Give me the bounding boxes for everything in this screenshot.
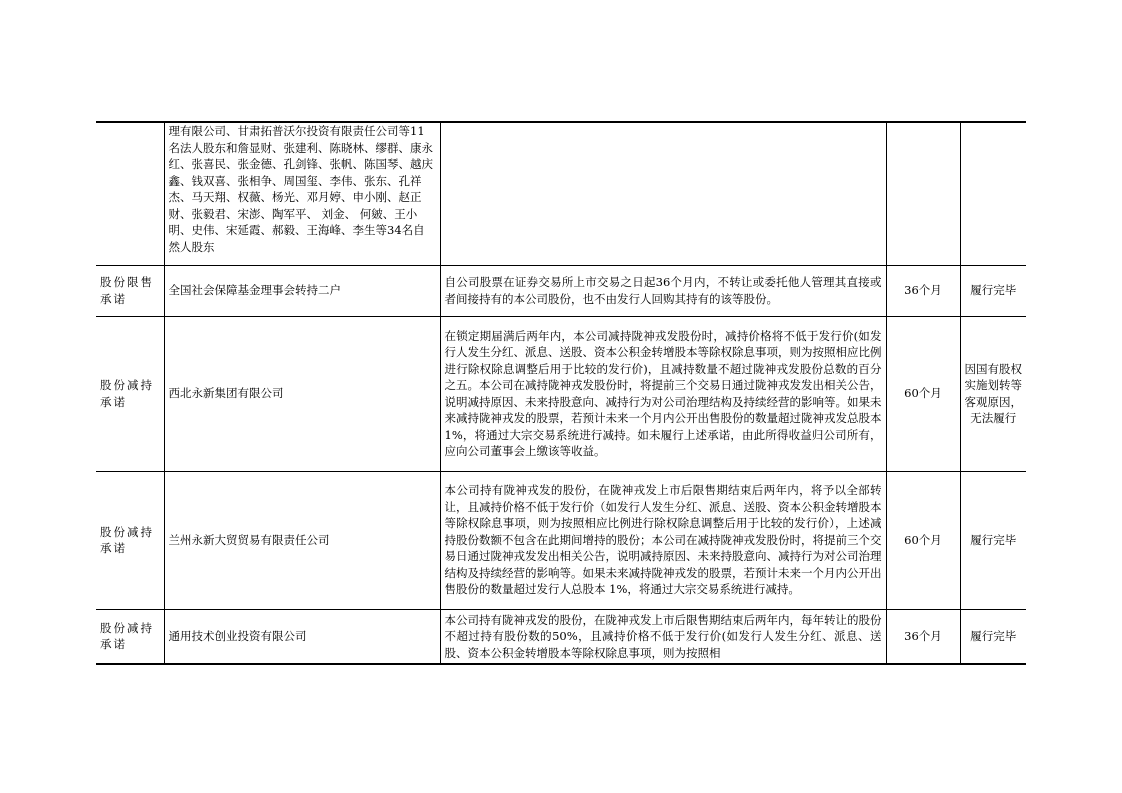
commitment-status-cell xyxy=(960,122,1026,265)
commitment-type-cell: 股份减持承诺 xyxy=(96,609,164,664)
table-row xyxy=(96,471,1026,609)
commitment-period-cell: 36个月 xyxy=(886,265,960,316)
commitment-party-cell: 理有限公司、甘肃拓普沃尔投资有限责任公司等11名法人股东和詹显财、张建利、陈晓林、缪群、康永红、张喜民、张金德、孔剑锋、张帆、陈国琴、越庆鑫、钱双喜、张相争、周国玺、李伟、张东、孔祥杰、马天翔、权薇、杨光、邓月婷、申小刚、赵正财、张毅君、宋澎、陶军平、 刘金、 何皴、王小明、史伟、宋延霞、郝毅、王海峰、李生等34名自然人股东 xyxy=(164,122,440,265)
table-row xyxy=(96,316,1026,471)
commitment-status-cell: 履行完毕 xyxy=(960,471,1026,609)
table-row xyxy=(96,122,1026,265)
commitment-content-cell: 本公司持有陇神戎发的股份，在陇神戎发上市后限售期结束后两年内，将予以全部转让，且减持价格不低于发行价（如发行人发生分红、派息、送股、资本公积金转增股本等除权除息事项，则为按照相应比例进行除权除息调整后用于比较的发行价），上述减持股份数额不包含在此期间增持的股份；本公司在减持陇神戎发股份时，将提前三个交易日通过陇神戎发发出相关公告，说明减持原因、未来持股意向、减持行为对公司治理结构及持续经营的影响等。如果未来减持陇神戎发的股票，若预计未来一个月内公开出售股份的数量超过发行人总股本 1%，将通过大宗交易系统进行减持。 xyxy=(440,471,886,609)
commitment-period-cell: 36个月 xyxy=(886,609,960,664)
commitment-period-cell xyxy=(886,122,960,265)
commitment-type-cell: 股份限售承诺 xyxy=(96,265,164,316)
commitment-period-cell: 60个月 xyxy=(886,316,960,471)
commitment-status-cell: 因国有股权实施划转等客观原因，无法履行 xyxy=(960,316,1026,471)
commitment-content-cell: 在锁定期届满后两年内，本公司减持陇神戎发股份时，减持价格将不低于发行价(如发行人发生分红、派息、送股、资本公积金转增股本等除权除息事项，则为按照相应比例进行除权除息调整后用于比较的发行价)，且减持数量不超过陇神戎发股份总数的百分之五。本公司在减持陇神戎发股份时，将提前三个交易日通过陇神戎发发出相关公告，说明减持原因、未来持股意向、减持行为对公司治理结构及持续经营的影响等。如果未来减持陇神戎发的股票，若预计未来一个月内公开出售股份的数量超过陇神戎发总股本1%，将通过大宗交易系统进行减持。如未履行上述承诺，由此所得收益归公司所有，应向公司董事会上缴该等收益。 xyxy=(440,316,886,471)
commitment-party-cell: 全国社会保障基金理事会转持二户 xyxy=(164,265,440,316)
commitment-table xyxy=(96,121,1026,665)
table-row xyxy=(96,609,1026,664)
commitment-status-cell: 履行完毕 xyxy=(960,265,1026,316)
commitment-type-cell xyxy=(96,122,164,265)
commitment-type-cell: 股份减持承诺 xyxy=(96,316,164,471)
commitment-status-cell: 履行完毕 xyxy=(960,609,1026,664)
commitment-content-cell xyxy=(440,122,886,265)
commitment-type-cell: 股份减持承诺 xyxy=(96,471,164,609)
commitment-period-cell: 60个月 xyxy=(886,471,960,609)
commitment-party-cell: 通用技术创业投资有限公司 xyxy=(164,609,440,664)
commitment-party-cell: 兰州永新大贸贸易有限责任公司 xyxy=(164,471,440,609)
table-row xyxy=(96,265,1026,316)
commitment-content-cell: 本公司持有陇神戎发的股份，在陇神戎发上市后限售期结束后两年内，每年转让的股份不超过持有股份数的50%，且减持价格不低于发行价(如发行人发生分红、派息、送股、资本公积金转增股本等除权除息事项，则为按照相 xyxy=(440,609,886,664)
commitment-content-cell: 自公司股票在证券交易所上市交易之日起36个月内，不转让或委托他人管理其直接或者间接持有的本公司股份，也不由发行人回购其持有的该等股份。 xyxy=(440,265,886,316)
commitment-party-cell: 西北永新集团有限公司 xyxy=(164,316,440,471)
